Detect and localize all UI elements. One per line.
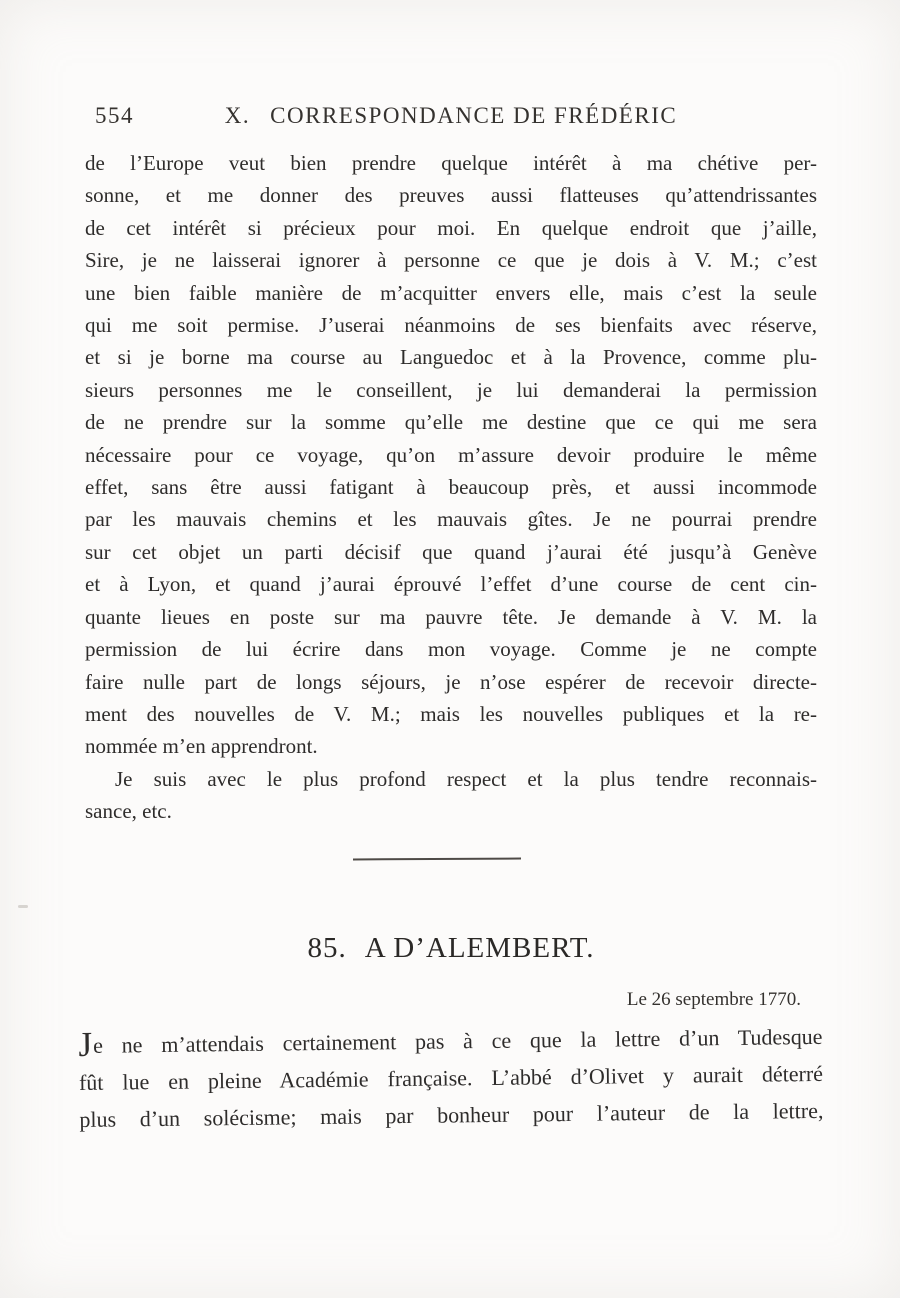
- text-line: sieurs personnes me le conseillent, je lui demanderai la permission: [85, 377, 817, 402]
- text-line: nommée m’en apprendront.: [85, 734, 318, 759]
- running-title-text: CORRESPONDANCE DE FRÉDÉRIC: [270, 103, 678, 128]
- text-line: de l’Europe veut bien prendre quelque intérêt à ma chétive per-: [85, 151, 817, 175]
- text-line: une bien faible manière de m’acquitter envers elle, mais c’est la seule: [85, 280, 817, 305]
- section-divider: [353, 857, 521, 860]
- letter-closing-paragraph: [85, 763, 817, 828]
- letter-body-paragraph: [85, 147, 817, 763]
- text-line: Je suis avec le plus profond respect et la plus tendre reconnais-: [115, 766, 817, 791]
- text-line: ment des nouvelles de V. M.; mais les nouvelles publiques et la re-: [85, 701, 817, 726]
- running-title: [85, 103, 817, 129]
- text-line: sonne, et me donner des preuves aussi flatteuses qu’attendrissantes: [85, 183, 817, 208]
- text-line: fût lue en pleine Académie française. L’abbé d’Olivet y aurait déterré: [78, 1060, 824, 1095]
- letter-number: 85.: [307, 931, 347, 964]
- scan-speck: [18, 905, 28, 908]
- text-line: plus d’un solécisme; mais par bonheur pour l’auteur de la lettre,: [79, 1097, 824, 1132]
- text-line: de cet intérêt si précieux pour moi. En quelque endroit que j’aille,: [85, 215, 817, 240]
- page-number: 554: [95, 103, 134, 128]
- text-column: [78, 0, 824, 1138]
- text-line-rest: e ne m’attendais certainement pas à ce que la lettre d’un Tudesque: [93, 1023, 823, 1058]
- letter-title: A D’ALEMBERT.: [364, 931, 595, 964]
- page-header: [85, 103, 817, 133]
- text-line: nécessaire pour ce voyage, qu’on m’assure devoir produire le même: [85, 442, 817, 467]
- section-heading: [85, 932, 817, 965]
- letter-opening-paragraph: [78, 1017, 823, 1137]
- text-line: permission de lui écrire dans mon voyage. Comme je ne compte: [85, 637, 817, 662]
- text-line: sance, etc.: [85, 799, 172, 824]
- letter-date: Le 26 septembre 1770.: [626, 988, 801, 1010]
- text-line: effet, sans être aussi fatigant à beaucoup près, et aussi incommode: [85, 475, 817, 500]
- text-line: sur cet objet un parti décisif que quand j’aurai été jusqu’à Genève: [85, 539, 817, 564]
- text-line: quante lieues en poste sur ma pauvre tête. Je demande à V. M. la: [85, 604, 817, 629]
- text-line: de ne prendre sur la somme qu’elle me destine que ce qui me sera: [85, 410, 817, 435]
- text-line: qui me soit permise. J’userai néanmoins de ses bienfaits avec réserve,: [85, 313, 817, 338]
- text-line: et si je borne ma course au Languedoc et à la Provence, comme plu-: [85, 345, 817, 370]
- text-line: par les mauvais chemins et les mauvais gîtes. Je ne pourrai prendre: [85, 507, 817, 532]
- text-line: et à Lyon, et quand j’aurai éprouvé l’effet d’une course de cent cin-: [85, 572, 817, 597]
- chapter-number: X.: [224, 103, 251, 128]
- text-line: Sire, je ne laisserai ignorer à personne ce que je dois à V. M.; c’est: [85, 248, 817, 273]
- drop-initial: J: [78, 1024, 94, 1064]
- text-line: faire nulle part de longs séjours, je n’ose espérer de recevoir directe-: [85, 669, 817, 694]
